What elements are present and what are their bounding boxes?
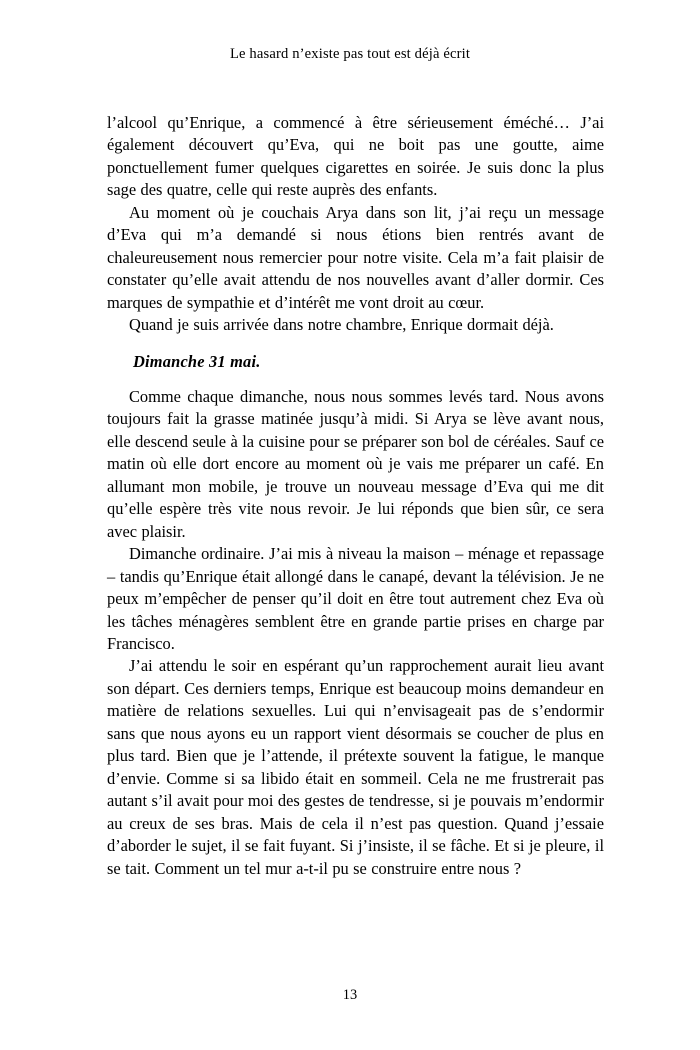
paragraph-1: l’alcool qu’Enrique, a commencé à être sérieusement éméché… J’ai également découvert qu’Eva, qui ne boit pas une goutte, aime ponctuellement fumer quelques cigarettes en soirée. Je suis donc la plus sage des quatre, celle qui reste auprès des enfants. [107, 113, 604, 200]
spacer-before-date-heading [107, 337, 604, 351]
text-block [107, 112, 604, 880]
paragraph-5: Dimanche ordinaire. J’ai mis à niveau la maison – ménage et repassage – tandis qu’Enrique était allongé dans le canapé, devant la télévision. Je ne peux m’empêcher de penser qu’il doit en être tout autrement chez Eva où les tâches ménagères semblent être en grande partie prises en charge par Francisco. [107, 544, 604, 653]
paragraph-2: Au moment où je couchais Arya dans son lit, j’ai reçu un message d’Eva qui m’a demandé si nous étions bien rentrés avant de chaleureusement nous remercier pour notre visite. Cela m’a fait plaisir de constater qu’elle avait attendu de nos nouvelles avant d’aller dormir. Ces marques de sympathie et d’intérêt me vont droit au cœur. [107, 202, 604, 312]
date-heading: Dimanche 31 mai. [133, 351, 261, 371]
page-number: 13 [342, 987, 358, 1003]
spacer-after-date-heading [107, 373, 604, 386]
paragraph-3: Quand je suis arrivée dans notre chambre, Enrique dormait déjà. [129, 315, 554, 335]
paragraph-4: Comme chaque dimanche, nous nous sommes levés tard. Nous avons toujours fait la grasse matinée jusqu’à midi. Si Arya se lève avant nous, elle descend seule à la cuisine pour se préparer son bol de céréales. Sauf ce matin où elle dort encore au moment où je vais me préparer un café. En allumant mon mobile, je trouve un nouveau message d’Eva qui me dit qu’elle espère très vite nous revoir. Je lui réponds que bien sûr, ce sera avec plaisir. [107, 386, 604, 541]
running-head: Le hasard n’existe pas tout est déjà écrit [229, 46, 471, 62]
paragraph-6: J’ai attendu le soir en espérant qu’un rapprochement aurait lieu avant son départ. Ces derniers temps, Enrique est beaucoup moins demandeur en matière de relations sexuelles. Lui qui n’envisageait pas de s’endormir sans que nous ayons eu un rapport vient désormais se coucher de plus en plus tard. Bien que je l’attende, il prétexte souvent la fatigue, le manque d’envie. Comme si sa libido était en sommeil. Cela ne me frustrerait pas autant s’il avait pour moi des gestes de tendresse, si je pouvais m’endormir au creux de ses bras. Mais de cela il n’est pas question. Quand j’essaie d’aborder le sujet, il se fait fuyant. Si j’insiste, il se fâche. Et si je pleure, il se tait. Comment un tel mur a-t-il pu se construire entre nous ? [107, 656, 604, 878]
